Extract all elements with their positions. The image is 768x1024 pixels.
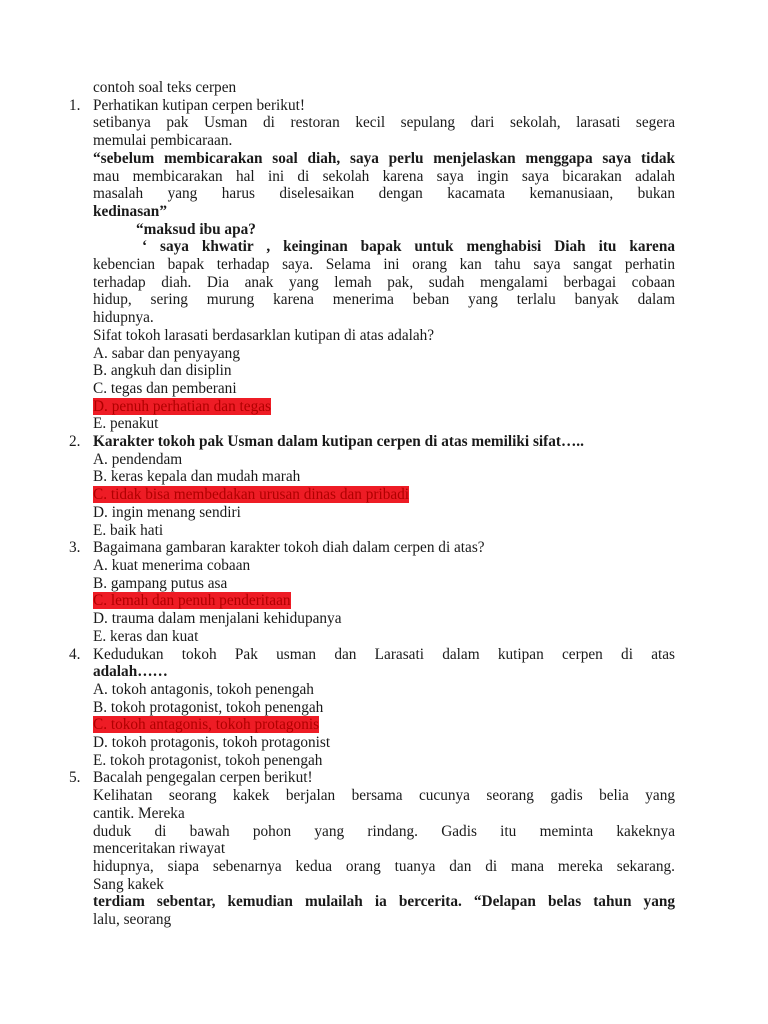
question-number: 5.	[69, 769, 81, 787]
option-b: B. keras kepala dan mudah marah	[93, 468, 301, 486]
passage-line: terhadap diah. Dia anak yang lemah pak, sudah mengalami berbagai cobaan	[93, 273, 675, 291]
passage-line: memulai pembicaraan.	[93, 132, 233, 150]
option-a: A. sabar dan penyayang	[93, 344, 240, 362]
question-prompt: Karakter tokoh pak Usman dalam kutipan cerpen di atas memiliki sifat…..	[93, 433, 584, 451]
option-c-highlighted-answer: C. lemah dan penuh penderitaan	[93, 592, 291, 610]
passage-line: kedinasan”	[93, 202, 167, 220]
question-4	[69, 645, 675, 770]
passage-line: kebencian bapak terhadap saya. Selama ini orang kan tahu saya sangat perhatin	[93, 256, 675, 274]
question-5	[69, 769, 675, 929]
question-prompt-continued: adalah……	[93, 663, 168, 681]
passage-line: “sebelum membicarakan soal diah, saya perlu menjelaskan menggapa saya tidak	[93, 149, 675, 167]
passage-line: cantik. Mereka	[93, 804, 185, 822]
option-e: E. baik hati	[93, 521, 164, 539]
passage-line: Kelihatan seorang kakek berjalan bersama cucunya seorang gadis belia yang	[93, 787, 675, 805]
passage-line: menceritakan riwayat	[93, 840, 226, 858]
passage-line: Sang kakek	[93, 875, 164, 893]
document-content	[69, 79, 675, 929]
option-b: B. gampang putus asa	[93, 574, 228, 592]
passage-line: terdiam sebentar, kemudian mulailah ia bercerita. “Delapan belas tahun yang	[93, 893, 675, 911]
option-b: B. tokoh protagonist, tokoh penengah	[93, 698, 324, 716]
option-d: D. ingin menang sendiri	[93, 503, 241, 521]
passage-line: hidupnya.	[93, 309, 154, 327]
option-d: D. tokoh protagonis, tokoh protagonist	[93, 734, 331, 752]
option-b: B. angkuh dan disiplin	[93, 362, 232, 380]
passage-line: setibanya pak Usman di restoran kecil sepulang dari sekolah, larasati segera	[93, 114, 675, 132]
option-a: A. tokoh antagonis, tokoh penengah	[93, 680, 314, 698]
option-e: E. tokoh protagonist, tokoh penengah	[93, 751, 323, 769]
question-number: 1.	[69, 96, 81, 114]
option-e: E. penakut	[93, 415, 159, 433]
document-title: contoh soal teks cerpen	[93, 79, 237, 96]
option-d: D. trauma dalam menjalani kehidupanya	[93, 610, 342, 628]
option-c: C. tegas dan pemberani	[93, 379, 237, 397]
question-prompt: Kedudukan tokoh Pak usman dan Larasati dalam kutipan cerpen di atas	[93, 645, 675, 663]
passage-line: lalu, seorang	[93, 911, 172, 929]
question-number: 3.	[69, 539, 81, 557]
question-prompt: Bagaimana gambaran karakter tokoh diah dalam cerpen di atas?	[93, 539, 485, 557]
option-a: A. kuat menerima cobaan	[93, 556, 251, 574]
passage-line: “maksud ibu apa?	[136, 220, 256, 238]
question-1	[69, 96, 675, 433]
passage-line: duduk di bawah pohon yang rindang. Gadis itu meminta kakeknya	[93, 822, 675, 840]
question-number: 2.	[69, 433, 81, 451]
question-2	[69, 433, 675, 539]
question-number: 4.	[69, 645, 81, 663]
question-3	[69, 539, 675, 645]
option-c-highlighted-answer: C. tokoh antagonis, tokoh protagonis	[93, 716, 320, 734]
option-d-highlighted-answer: D. penuh perhatian dan tegas	[93, 397, 271, 415]
question-text: Sifat tokoh larasati berdasarklan kutipan di atas adalah?	[93, 326, 435, 344]
option-e: E. keras dan kuat	[93, 627, 199, 645]
passage-line: mau membicarakan hal ini di sekolah karena saya ingin saya bicarakan adalah	[93, 167, 675, 185]
passage-line: hidup, sering murung karena menerima beban yang terlalu banyak dalam	[93, 291, 675, 309]
passage-line: masalah yang harus diselesaikan dengan kacamata kemanusiaan, bukan	[93, 185, 675, 203]
passage-line: ‘ saya khwatir , keinginan bapak untuk menghabisi Diah itu karena	[142, 238, 675, 256]
option-a: A. pendendam	[93, 450, 183, 468]
option-c-highlighted-answer: C. tidak bisa membedakan urusan dinas dan pribadi	[93, 486, 410, 504]
question-prompt: Bacalah pengegalan cerpen berikut!	[93, 769, 313, 787]
question-prompt: Perhatikan kutipan cerpen berikut!	[93, 96, 305, 114]
passage-line: hidupnya, siapa sebenarnya kedua orang tuanya dan di mana mereka sekarang.	[93, 857, 675, 875]
